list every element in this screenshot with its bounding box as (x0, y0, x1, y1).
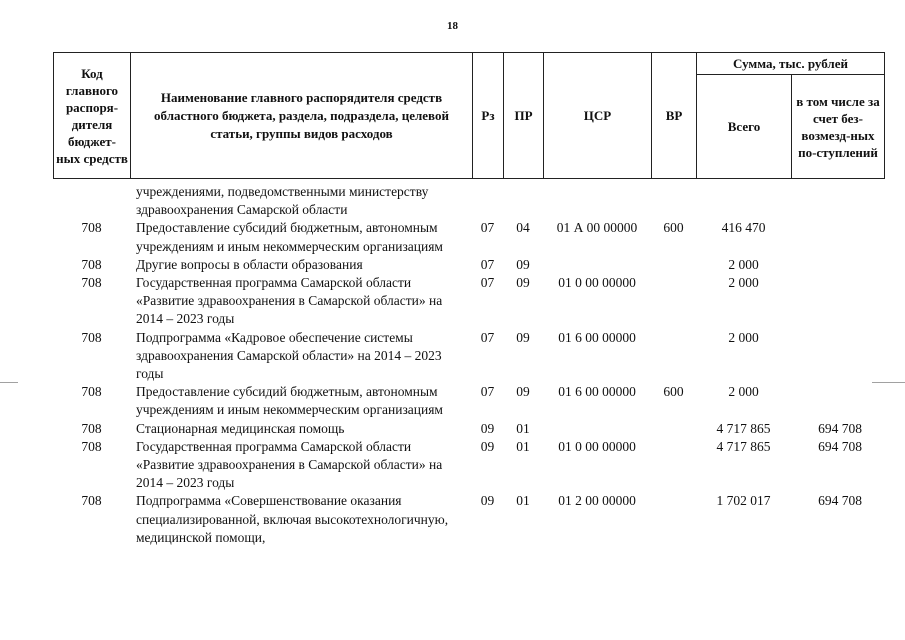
row-rz: 09 (480, 493, 495, 509)
row-free (791, 329, 884, 384)
row-pr (503, 183, 543, 219)
header-total: Всего (697, 75, 792, 179)
row-csr: 01 6 00 00000 (558, 384, 636, 400)
row-total: 2 000 (728, 384, 759, 400)
row-csr: 01 А 00 00000 (556, 220, 638, 236)
header-free: в том числе за счет без-возмезд-ных по-ступлений (792, 75, 885, 179)
row-free (791, 219, 884, 255)
row-code: 708 (81, 493, 102, 509)
header-name: Наименование главного распорядителя средств областного бюджета, раздела, подраздела, целевой статьи, группы видов расходов (131, 53, 473, 179)
row-vr: 600 (663, 220, 684, 236)
row-vr: 600 (663, 384, 684, 400)
row-total (696, 183, 791, 219)
row-rz: 09 (480, 438, 495, 454)
row-code: 708 (81, 384, 102, 400)
row-pr: 09 (516, 384, 530, 400)
row-free: 694 708 (818, 438, 862, 454)
table-row (53, 420, 884, 438)
row-total: 416 470 (721, 220, 766, 236)
header-vr: ВР (652, 53, 697, 179)
row-csr: 01 2 00 00000 (558, 493, 636, 509)
row-vr (651, 420, 696, 438)
row-total: 2 000 (728, 275, 759, 291)
row-code: 708 (81, 438, 102, 454)
table-row (53, 219, 884, 255)
row-csr: 01 0 00 00000 (558, 438, 636, 454)
row-code (53, 183, 130, 219)
table-row (53, 274, 884, 329)
row-code: 708 (81, 329, 102, 345)
row-code: 708 (81, 275, 102, 291)
header-sum-group: Сумма, тыс. рублей (697, 53, 885, 75)
table-row (53, 183, 884, 219)
row-pr: 01 (516, 420, 530, 436)
row-code: 708 (81, 220, 102, 236)
row-vr (651, 438, 696, 493)
row-csr (543, 256, 651, 274)
row-name: Предоставление субсидий бюджетным, автономным учреждениям и иным некоммерческим организациям (136, 384, 443, 418)
row-free: 694 708 (818, 493, 862, 509)
row-pr: 04 (516, 220, 530, 236)
row-total: 1 702 017 (716, 493, 771, 509)
row-name: Подпрограмма «Кадровое обеспечение системы здравоохранения Самарской области» на 2014 – 2023 годы (136, 329, 442, 382)
row-pr: 09 (516, 329, 530, 345)
header-code: Код главного распоря-дителя бюджет-ных средств (54, 53, 131, 179)
header-rz: Рз (473, 53, 504, 179)
page-number: 18 (447, 20, 458, 32)
row-code: 708 (81, 256, 102, 272)
row-name: учреждениями, подведомственными министерству здравоохранения Самарской области (136, 184, 429, 218)
row-free (791, 383, 884, 419)
row-vr (651, 329, 696, 384)
row-rz: 07 (480, 384, 495, 400)
header-pr: ПР (504, 53, 544, 179)
row-vr (651, 183, 696, 219)
table-row (53, 329, 884, 384)
row-total: 4 717 865 (716, 420, 771, 436)
row-pr: 09 (516, 256, 530, 272)
row-name: Другие вопросы в области образования (136, 256, 363, 272)
table-header (53, 52, 885, 179)
row-total: 4 717 865 (716, 438, 771, 454)
table-row (53, 438, 884, 493)
row-total: 2 000 (728, 256, 759, 272)
row-name: Стационарная медицинская помощь (136, 420, 345, 436)
table-row (53, 492, 884, 547)
row-name: Подпрограмма «Совершенствование оказания специализированной, включая высокотехнологичную, медицинской помощи, (136, 493, 449, 545)
row-pr: 01 (516, 438, 530, 454)
row-rz: 09 (480, 420, 495, 436)
row-name: Государственная программа Самарской области «Развитие здравоохранения в Самарской области» на 2014 – 2023 годы (136, 275, 443, 327)
scan-artifact-line (0, 382, 18, 383)
row-rz: 07 (480, 329, 495, 345)
row-rz (472, 183, 503, 219)
row-rz: 07 (480, 256, 495, 272)
row-vr (651, 492, 696, 547)
row-pr: 01 (516, 493, 530, 509)
row-vr (651, 256, 696, 274)
row-vr (651, 274, 696, 329)
row-name: Государственная программа Самарской области «Развитие здравоохранения в Самарской области» на 2014 – 2023 годы (136, 438, 443, 491)
row-free (791, 274, 884, 329)
row-free (791, 256, 884, 274)
row-free (791, 183, 884, 219)
row-csr: 01 6 00 00000 (558, 329, 636, 345)
row-rz: 07 (480, 220, 495, 236)
row-csr (543, 420, 651, 438)
row-csr: 01 0 00 00000 (558, 275, 636, 291)
budget-table-body (53, 183, 884, 547)
row-csr (543, 183, 651, 219)
header-csr: ЦСР (544, 53, 652, 179)
table-row (53, 383, 884, 419)
table-row (53, 256, 884, 274)
row-code: 708 (81, 420, 102, 436)
row-pr: 09 (516, 275, 530, 291)
row-rz: 07 (480, 275, 495, 291)
row-free: 694 708 (818, 420, 862, 436)
row-total: 2 000 (728, 329, 759, 345)
row-name: Предоставление субсидий бюджетным, автономным учреждениям и иным некоммерческим организациям (136, 220, 443, 254)
